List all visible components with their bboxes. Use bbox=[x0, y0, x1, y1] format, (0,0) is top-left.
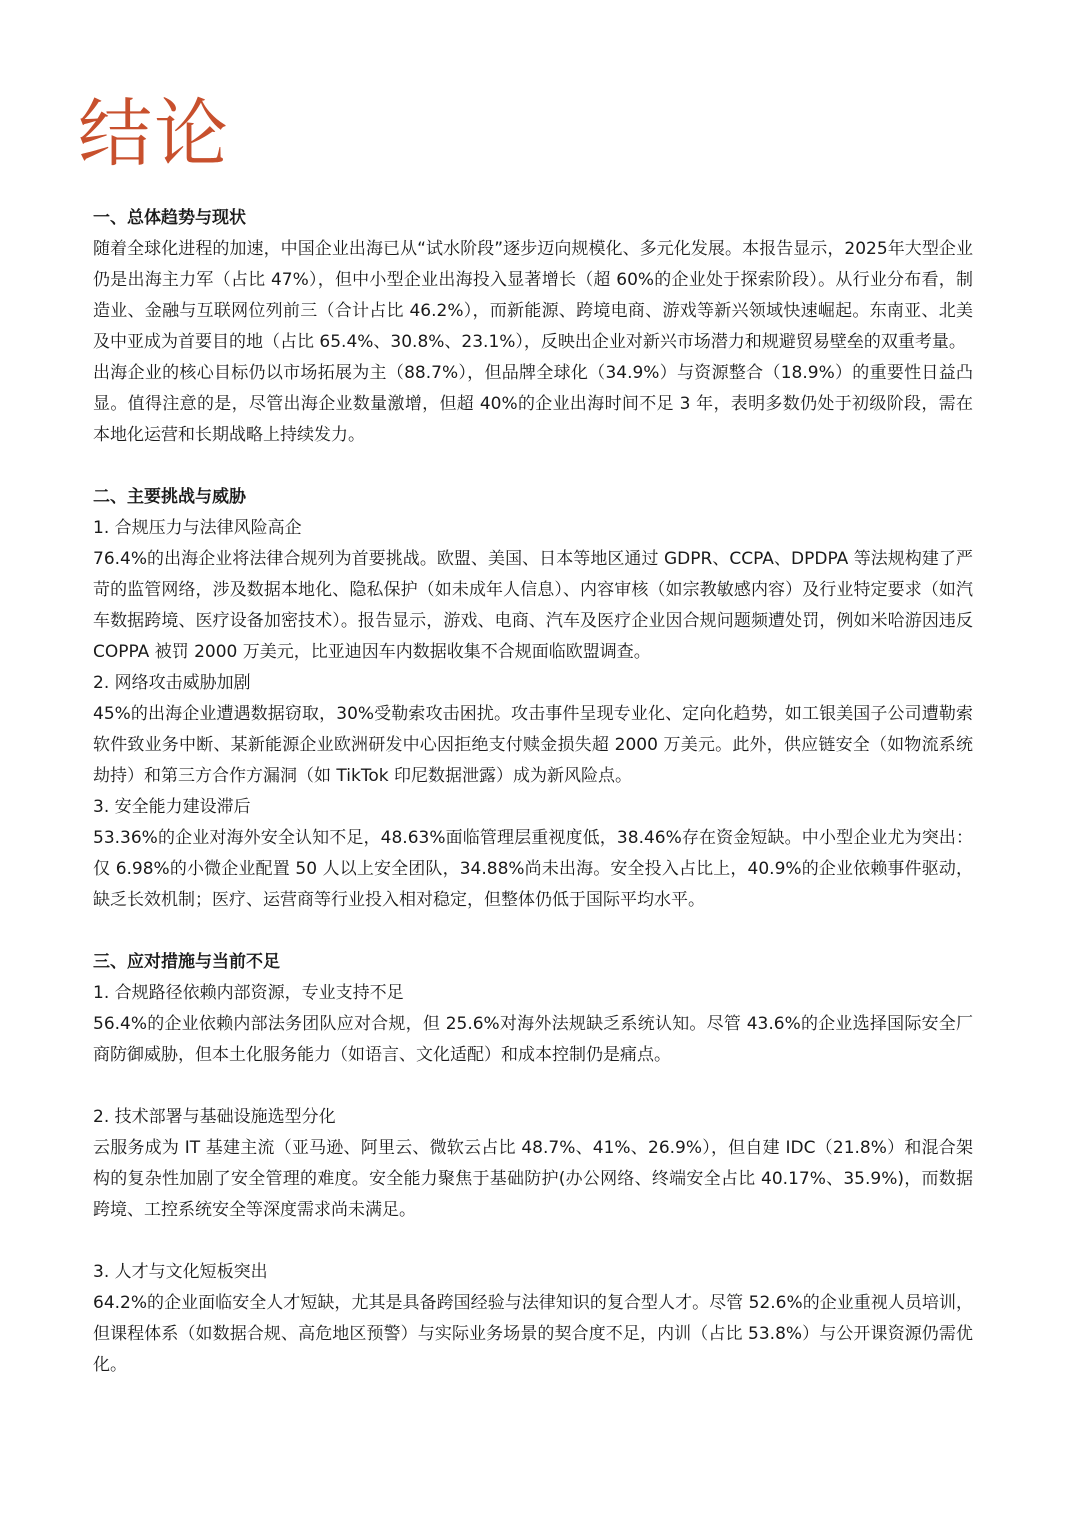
page-title: 结论 bbox=[78, 91, 230, 177]
paragraph: 45%的出海企业遭遇数据窃取，30%受勒索攻击困扰。攻击事件呈现专业化、定向化趋势，如工银美国子公司遭勒索软件致业务中断、某新能源企业欧洲研发中心因拒绝支付赎金损失超 2000 万美元。此外，供应链安全（如物流系统劫持）和第三方合作方漏洞（如 TikTok 印尼数据泄露）成为新风险点。 bbox=[93, 704, 973, 786]
section-heading-challenges: 二、主要挑战与威胁 bbox=[93, 487, 246, 507]
paragraph: 56.4%的企业依赖内部法务团队应对合规，但 25.6%对海外法规缺乏系统认知。尽管 43.6%的企业选择国际安全厂商防御威胁，但本土化服务能力（如语言、文化适配）和成本控制仍是痛点。 bbox=[93, 1014, 973, 1065]
spacer bbox=[93, 1071, 973, 1102]
section-heading-overview: 一、总体趋势与现状 bbox=[93, 208, 246, 228]
spacer bbox=[93, 1226, 973, 1257]
paragraph: 64.2%的企业面临安全人才短缺，尤其是具备跨国经验与法律知识的复合型人才。尽管 52.6%的企业重视人员培训，但课程体系（如数据合规、高危地区预警）与实际业务场景的契合度不足，内训（占比 53.8%）与公开课资源仍需优化。 bbox=[93, 1293, 973, 1375]
spacer bbox=[93, 451, 973, 482]
paragraph: 53.36%的企业对海外安全认知不足，48.63%面临管理层重视度低，38.46%存在资金短缺。中小型企业尤为突出：仅 6.98%的小微企业配置 50 人以上安全团队，34.88%尚未出海。安全投入占比上，40.9%的企业依赖事件驱动，缺乏长效机制；医疗、运营商等行业投入相对稳定，但整体仍低于国际平均水平。 bbox=[93, 828, 973, 910]
subheading: 2. 技术部署与基础设施选型分化 bbox=[93, 1107, 336, 1127]
subheading: 3. 人才与文化短板突出 bbox=[93, 1262, 268, 1282]
paragraph: 随着全球化进程的加速，中国企业出海已从“试水阶段”逐步迈向规模化、多元化发展。本报告显示，2025年大型企业仍是出海主力军（占比 47%），但中小型企业出海投入显著增长（超 60%的企业处于探索阶段）。从行业分布看，制造业、金融与互联网位列前三（合计占比 46.2%），而新能源、跨境电商、游戏等新兴领域快速崛起。东南亚、北美及中亚成为首要目的地（占比 65.4%、30.8%、23.1%），反映出企业对新兴市场潜力和规避贸易壁垒的双重考量。 bbox=[93, 239, 973, 352]
spacer bbox=[93, 916, 973, 947]
paragraph: 云服务成为 IT 基建主流（亚马逊、阿里云、微软云占比 48.7%、41%、26.9%），但自建 IDC（21.8%）和混合架构的复杂性加剧了安全管理的难度。安全能力聚焦于基础防护(办公网络、终端安全占比 40.17%、35.9%)，而数据跨境、工控系统安全等深度需求尚未满足。 bbox=[93, 1138, 973, 1220]
paragraph: 出海企业的核心目标仍以市场拓展为主（88.7%），但品牌全球化（34.9%）与资源整合（18.9%）的重要性日益凸显。值得注意的是，尽管出海企业数量激增，但超 40%的企业出海时间不足 3 年，表明多数仍处于初级阶段，需在本地化运营和长期战略上持续发力。 bbox=[93, 363, 973, 445]
subheading: 1. 合规路径依赖内部资源，专业支持不足 bbox=[93, 983, 404, 1003]
document-content bbox=[93, 203, 973, 1381]
paragraph: 76.4%的出海企业将法律合规列为首要挑战。欧盟、美国、日本等地区通过 GDPR、CCPA、DPDPA 等法规构建了严苛的监管网络，涉及数据本地化、隐私保护（如未成年人信息）、内容审核（如宗教敏感内容）及行业特定要求（如汽车数据跨境、医疗设备加密技术）。报告显示，游戏、电商、汽车及医疗企业因合规问题频遭处罚，例如米哈游因违反 COPPA 被罚 2000 万美元，比亚迪因车内数据收集不合规面临欧盟调查。 bbox=[93, 549, 973, 662]
subheading: 2. 网络攻击威胁加剧 bbox=[93, 673, 251, 693]
section-heading-measures: 三、应对措施与当前不足 bbox=[93, 952, 280, 972]
subheading: 3. 安全能力建设滞后 bbox=[93, 797, 251, 817]
subheading: 1. 合规压力与法律风险高企 bbox=[93, 518, 302, 538]
